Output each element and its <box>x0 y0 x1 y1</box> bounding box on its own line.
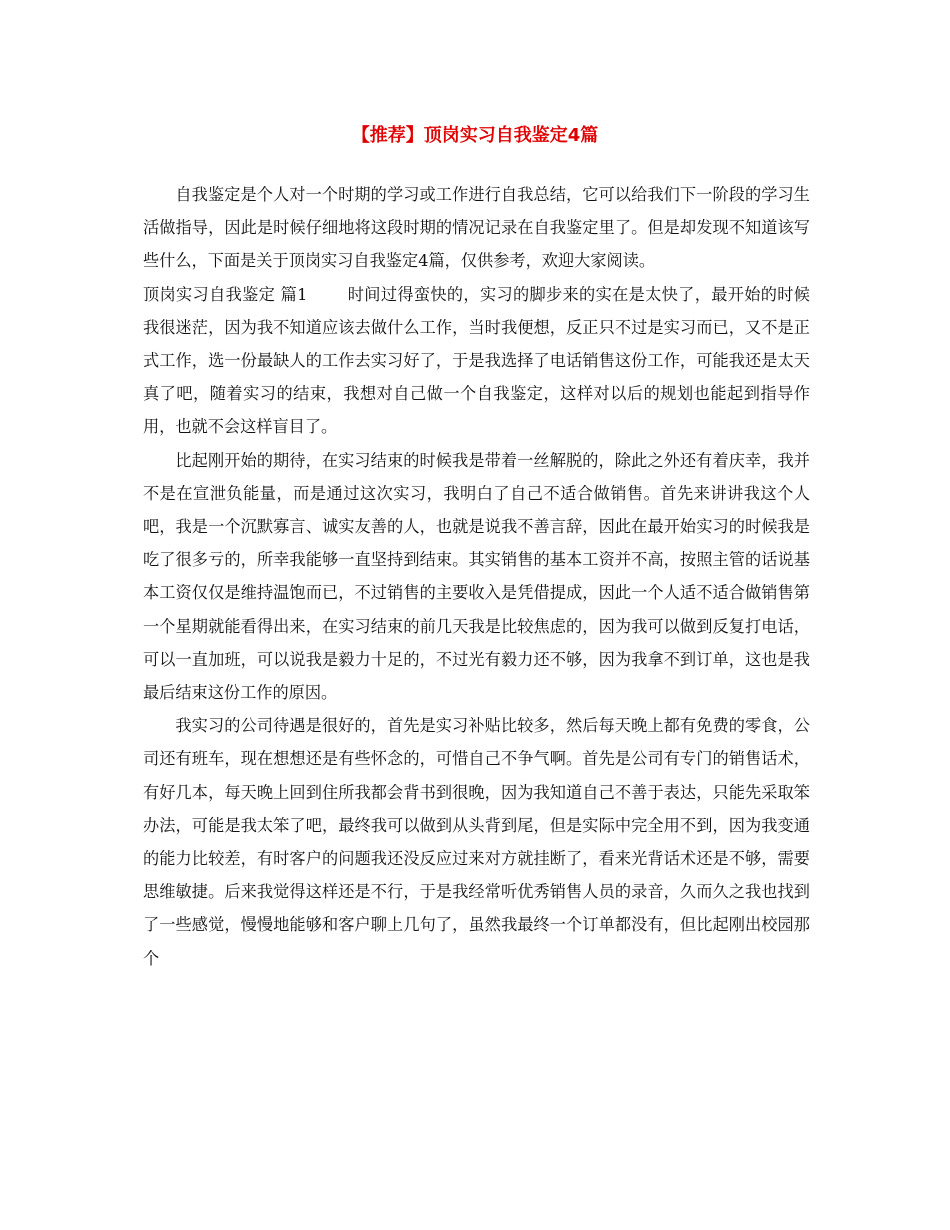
paragraph-3: 我实习的公司待遇是很好的，首先是实习补贴比较多，然后每天晚上都有免费的零食，公司还有班车，现在想想还是有些怀念的，可惜自己不争气啊。首先是公司有专门的销售话术，有好几本，每天晚上回到住所我都会背书到很晚，因为我知道自己不善于表达，只能先采取笨办法，可能是我太笨了吧，最终我可以做到从头背到尾，但是实际中完全用不到，因为我变通的能力比较差，有时客户的问题我还没反应过来对方就挂断了，看来光背话术还是不够，需要思维敏捷。后来我觉得这样还是不行，于是我经常听优秀销售人员的录音，久而久之我也找到了一些感觉，慢慢地能够和客户聊上几句了，虽然我最终一个订单都没有，但比起刚出校园那个 <box>143 716 810 968</box>
document-body <box>143 178 810 975</box>
section-first-text: 时间过得蛮快的，实习的脚步来的实在是太快了，最开始的时候我很迷茫，因为我不知道应该去做什么工作，当时我便想，反正只不过是实习而已，又不是正式工作，选一份最缺人的工作去实习好了，于是我选择了电话销售这份工作，可能我还是太天真了吧，随着实习的结束，我想对自己做一个自我鉴定，这样对以后的规划也能起到指导作用，也就不会这样盲目了。 <box>143 284 810 437</box>
intro-paragraph: 自我鉴定是个人对一个时期的学习或工作进行自我总结，它可以给我们下一阶段的学习生活做指导，因此是时候仔细地将这段时期的情况记录在自我鉴定里了。但是却发现不知道该写些什么，下面是关于顶岗实习自我鉴定4篇，仅供参考，欢迎大家阅读。 <box>143 185 810 271</box>
section-paragraph-1 <box>143 278 810 444</box>
document-title: 【推荐】顶岗实习自我鉴定4篇 <box>351 125 599 146</box>
paragraph-2: 比起刚开始的期待，在实习结束的时候我是带着一丝解脱的，除此之外还有着庆幸，我并不是在宣泄负能量，而是通过这次实习，我明白了自己不适合做销售。首先来讲讲我这个人吧，我是一个沉默寡言、诚实友善的人，也就是说我不善言辞，因此在最开始实习的时候我是吃了很多亏的，所幸我能够一直坚持到结束。其实销售的基本工资并不高，按照主管的话说基本工资仅仅是维持温饱而已，不过销售的主要收入是凭借提成，因此一个人适不适合做销售第一个星期就能看得出来，在实习结束的前几天我是比较焦虑的，因为我可以做到反复打电话，可以一直加班，可以说我是毅力十足的，不过光有毅力还不够，因为我拿不到订单，这也是我最后结束这份工作的原因。 <box>143 450 810 703</box>
section-heading: 顶岗实习自我鉴定 篇1 <box>143 284 308 304</box>
